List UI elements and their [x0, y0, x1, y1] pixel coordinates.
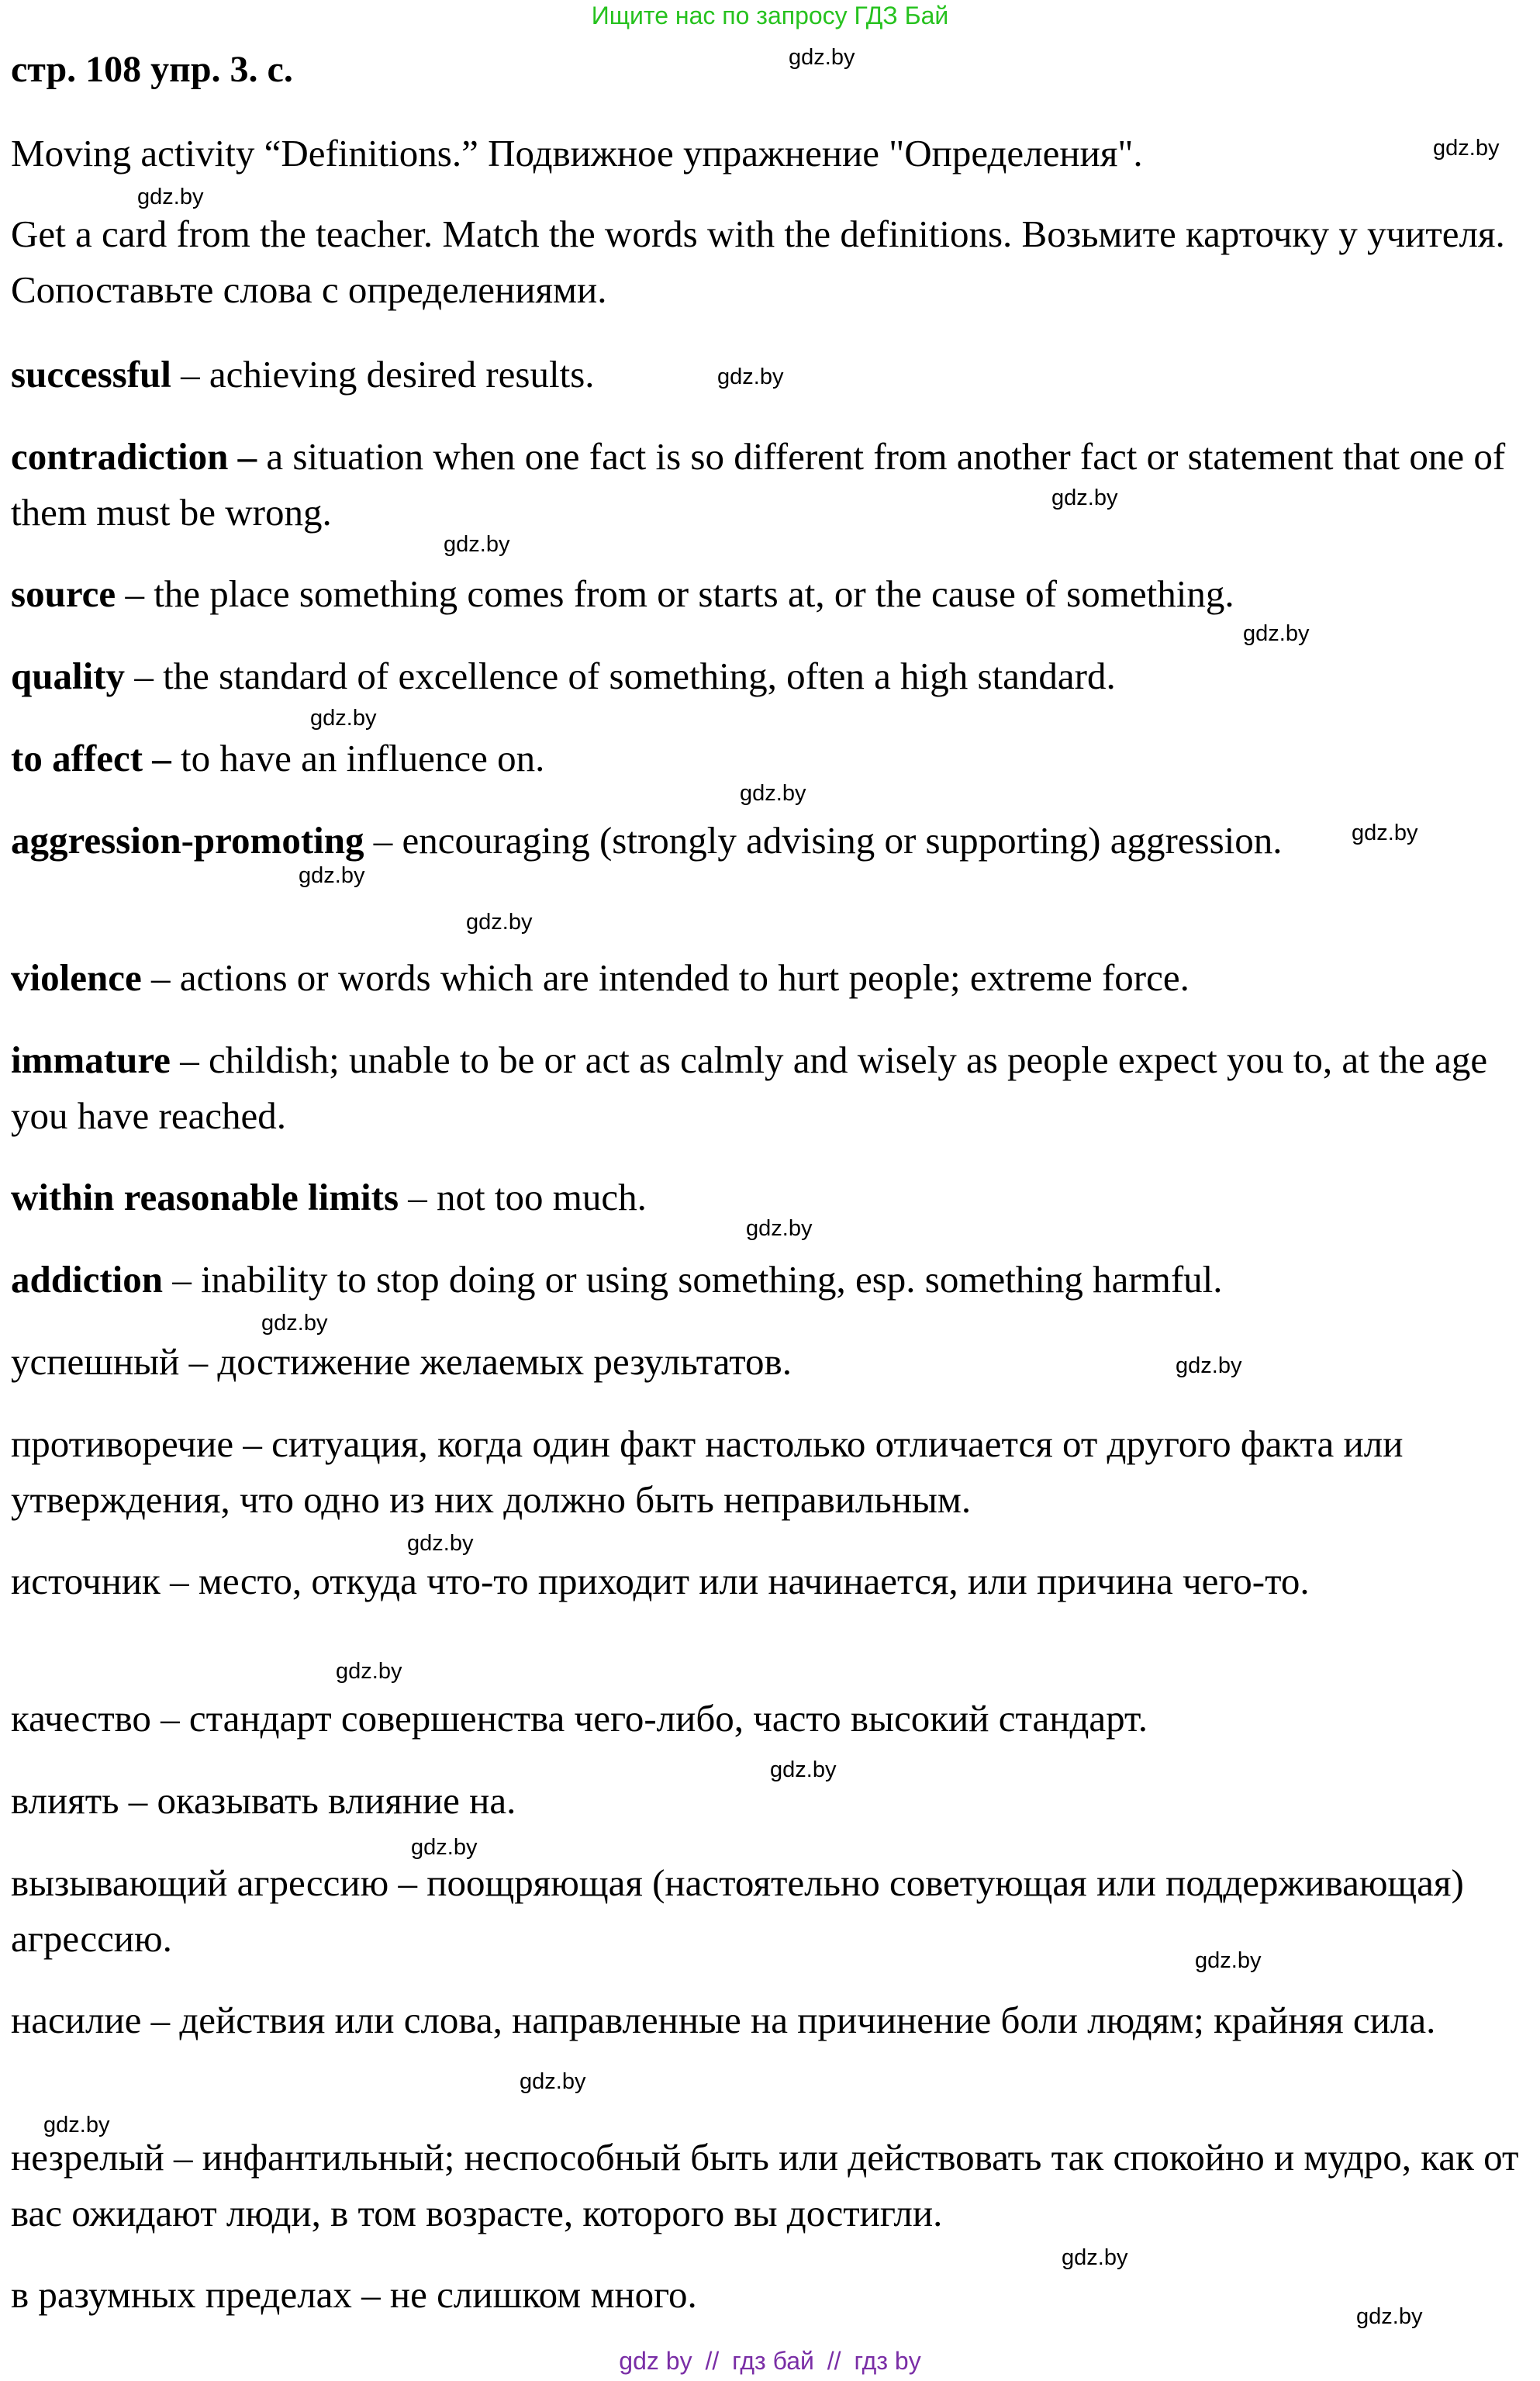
page-title: стр. 108 упр. 3. с. [11, 49, 293, 90]
term: addiction [11, 1258, 164, 1301]
separator: // [827, 2347, 841, 2375]
term: successful [11, 353, 171, 396]
definition-ru-2: противоречие – ситуация, когда один факт настолько отличается от другого факта или утверждения, что одно из них должно быть неправильным. [11, 1422, 1404, 1521]
definition-en-4 [11, 648, 1531, 704]
definition-ru-5: влиять – оказывать влияние на. [11, 1779, 516, 1822]
definition-ru-8: незрелый – инфантильный; неспособный быть или действовать так спокойно и мудро, как от вас ожидают люди, в том возрасте, которого вы достигли. [11, 2136, 1519, 2234]
watermark: gdz.by [336, 1659, 402, 1684]
watermark: gdz.by [411, 1835, 478, 1860]
bottom-banner [0, 2344, 1540, 2378]
term: within reasonable limits [11, 1176, 399, 1218]
definition-ru-4: качество – стандарт совершенства чего-либо, часто высокий стандарт. [11, 1697, 1148, 1740]
definition-text: – the standard of excellence of something, often a high standard. [125, 655, 1116, 697]
watermark: gdz.by [466, 910, 533, 935]
term: violence [11, 956, 142, 999]
term: contradiction – [11, 435, 257, 478]
intro-line-1: Moving activity “Definitions.” Подвижное упражнение "Определения". [11, 132, 1143, 175]
watermark: gdz.by [43, 2113, 110, 2137]
watermark: gdz.by [1352, 821, 1418, 845]
watermark: gdz.by [1062, 2245, 1128, 2270]
watermark: gdz.by [261, 1311, 328, 1336]
definition-text: – encouraging (strongly advising or supporting) aggression. [364, 819, 1283, 862]
separator: // [705, 2347, 720, 2375]
definition-text: – achieving desired results. [171, 353, 595, 396]
watermark: gdz.by [520, 2069, 586, 2094]
definition-en-8 [11, 1032, 1531, 1144]
watermark: gdz.by [1243, 621, 1310, 646]
watermark: gdz.by [1051, 486, 1118, 510]
watermark: gdz.by [444, 532, 510, 557]
definition-text: – childish; unable to be or act as calmly and wisely as people expect you to, at the age you have reached. [11, 1038, 1488, 1137]
definition-en-10 [11, 1252, 1531, 1308]
watermark: gdz.by [1195, 1948, 1262, 1973]
watermark: gdz.by [789, 45, 855, 70]
definition-en-5 [11, 731, 1531, 786]
watermark: gdz.by [137, 185, 204, 209]
watermark: gdz.by [310, 706, 377, 731]
watermark: gdz.by [1356, 2304, 1423, 2329]
watermark: gdz.by [407, 1531, 474, 1556]
watermark: gdz.by [1433, 136, 1500, 161]
term: immature [11, 1038, 171, 1081]
term: source [11, 572, 116, 615]
definition-ru-9: в разумных пределах – не слишком много. [11, 2273, 697, 2316]
definition-en-3 [11, 566, 1531, 622]
term: to affect – [11, 737, 171, 779]
definition-ru-6: вызывающий агрессию – поощряющая (настоятельно советующая или поддерживающая) агрессию. [11, 1861, 1464, 1960]
watermark: gdz.by [740, 781, 806, 806]
definition-text: – inability to stop doing or using something, esp. something harmful. [163, 1258, 1223, 1301]
bottom-link-gdz-by[interactable]: gdz by [619, 2347, 692, 2375]
definition-text: – the place something comes from or starts at, or the cause of something. [116, 572, 1234, 615]
watermark: gdz.by [1176, 1353, 1242, 1378]
definition-en-2 [11, 429, 1531, 541]
watermark: gdz.by [299, 863, 365, 888]
bottom-link-gdz-bai[interactable]: гдз бай [732, 2347, 814, 2375]
definition-text: – not too much. [399, 1176, 647, 1218]
watermark: gdz.by [770, 1757, 837, 1782]
watermark: gdz.by [746, 1216, 813, 1241]
bottom-link-gdz-by-ru[interactable]: гдз by [854, 2347, 921, 2375]
intro-line-2: Get a card from the teacher. Match the words with the definitions. Возьмите карточку у учителя. Сопоставьте слова с определениями. [11, 213, 1505, 311]
term: quality [11, 655, 126, 697]
definition-en-7 [11, 950, 1531, 1006]
watermark: gdz.by [717, 365, 784, 389]
definition-ru-3: источник – место, откуда что-то приходит или начинается, или причина чего-то. [11, 1560, 1310, 1602]
definition-text: – actions or words which are intended to hurt people; extreme force. [141, 956, 1190, 999]
term: aggression-promoting [11, 819, 364, 862]
definition-en-6 [11, 813, 1345, 869]
definition-text: to have an influence on. [171, 737, 545, 779]
top-banner-link[interactable]: Ищите нас по запросу ГДЗ Бай [591, 2, 949, 29]
definition-ru-1: успешный – достижение желаемых результатов. [11, 1340, 792, 1383]
definition-text: a situation when one fact is so different from another fact or statement that one of them must be wrong. [11, 435, 1506, 534]
definition-ru-7: насилие – действия или слова, направленные на причинение боли людям; крайняя сила. [11, 1999, 1436, 2041]
